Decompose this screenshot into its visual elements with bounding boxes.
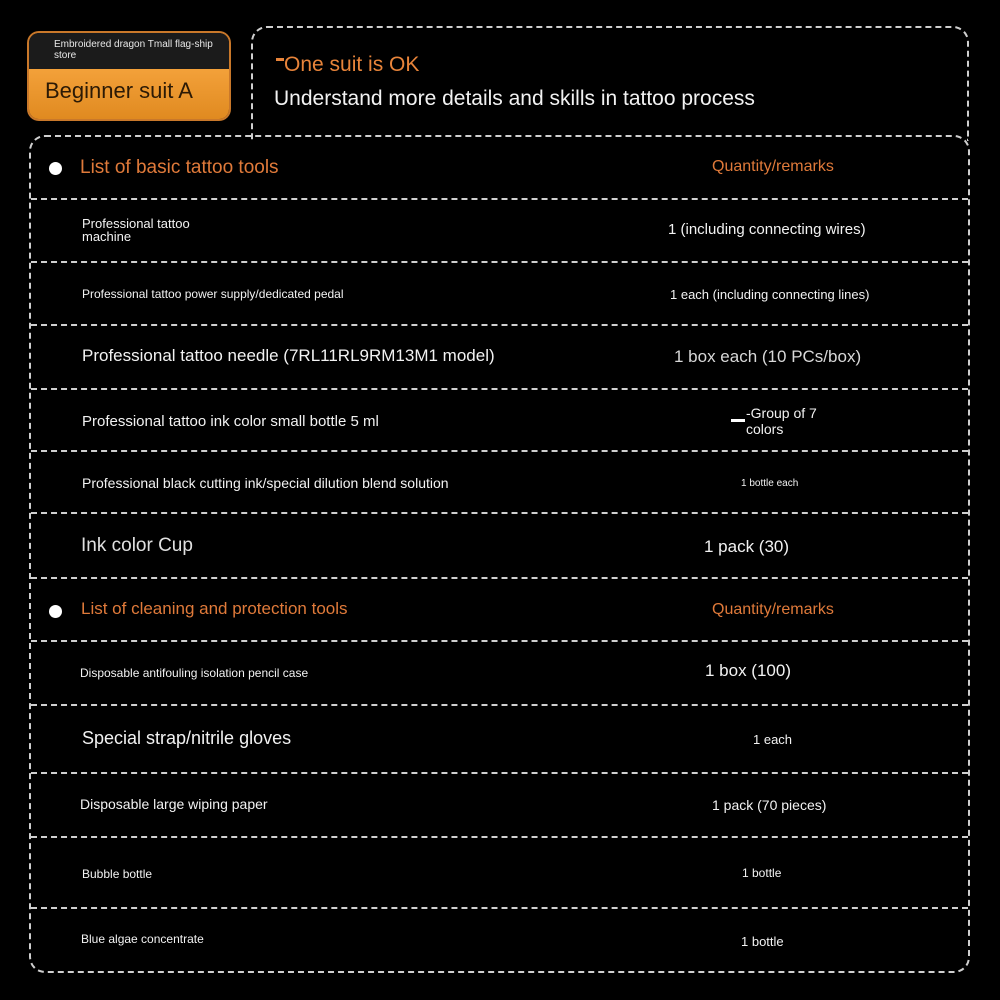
- row-divider: [31, 261, 968, 263]
- tool-quantity: 1 bottle each: [741, 478, 799, 489]
- bullet-icon: [49, 162, 62, 175]
- tool-quantity: -Group of 7 colors: [746, 405, 817, 437]
- row-divider: [31, 198, 968, 200]
- section-title-cleaning-tools: List of cleaning and protection tools: [81, 599, 348, 618]
- tool-quantity: 1 box each (10 PCs/box): [674, 347, 862, 366]
- row-divider: [31, 324, 968, 326]
- tool-quantity: 1 bottle: [741, 934, 784, 949]
- tool-name: Professional tattoo power supply/dedicated pedal: [82, 287, 344, 301]
- header-subtitle: One suit is OK: [276, 53, 419, 77]
- section-title-basic-tools: List of basic tattoo tools: [80, 157, 279, 178]
- bullet-icon: [49, 605, 62, 618]
- row-divider: [31, 577, 968, 579]
- row-divider: [31, 704, 968, 706]
- tool-quantity: 1 bottle: [742, 866, 782, 880]
- dash-mark: [731, 419, 745, 422]
- row-divider: [31, 512, 968, 514]
- tool-quantity: 1 each (including connecting lines): [670, 287, 870, 302]
- tool-name: Professional tattoo needle (7RL11RL9RM13M1 model): [82, 346, 495, 365]
- tool-name: Ink color Cup: [81, 535, 193, 556]
- tool-quantity: 1 box (100): [705, 661, 791, 680]
- tool-name: Bubble bottle: [82, 867, 153, 881]
- row-divider: [31, 450, 968, 452]
- tool-quantity: 1 pack (30): [704, 537, 790, 556]
- tool-quantity: 1 each: [753, 732, 793, 747]
- header-frame: [251, 26, 969, 141]
- store-name: Embroidered dragon Tmall flag-ship store: [29, 33, 229, 69]
- header-title: Understand more details and skills in tattoo process: [274, 87, 755, 110]
- dash-mark: [276, 58, 284, 61]
- row-divider: [31, 907, 968, 909]
- row-divider: [31, 836, 968, 838]
- quantity-header: Quantity/remarks: [712, 601, 834, 618]
- tool-name: Professional tattoo ink color small bottle 5 ml: [82, 413, 379, 430]
- store-badge: [29, 33, 229, 119]
- suit-title: Beginner suit A: [29, 69, 229, 119]
- tool-name: Disposable large wiping paper: [80, 796, 268, 812]
- tool-name: Special strap/nitrile gloves: [82, 728, 292, 748]
- tool-name: Disposable antifouling isolation pencil case: [80, 666, 309, 680]
- tool-quantity: 1 (including connecting wires): [668, 221, 866, 238]
- tool-name: Professional tattoo machine: [82, 216, 190, 244]
- tool-name: Professional black cutting ink/special dilution blend solution: [82, 475, 449, 491]
- tool-quantity: 1 pack (70 pieces): [712, 797, 827, 813]
- quantity-header: Quantity/remarks: [712, 158, 834, 175]
- row-divider: [31, 772, 968, 774]
- tool-name: Blue algae concentrate: [81, 932, 204, 946]
- row-divider: [31, 388, 968, 390]
- row-divider: [31, 640, 968, 642]
